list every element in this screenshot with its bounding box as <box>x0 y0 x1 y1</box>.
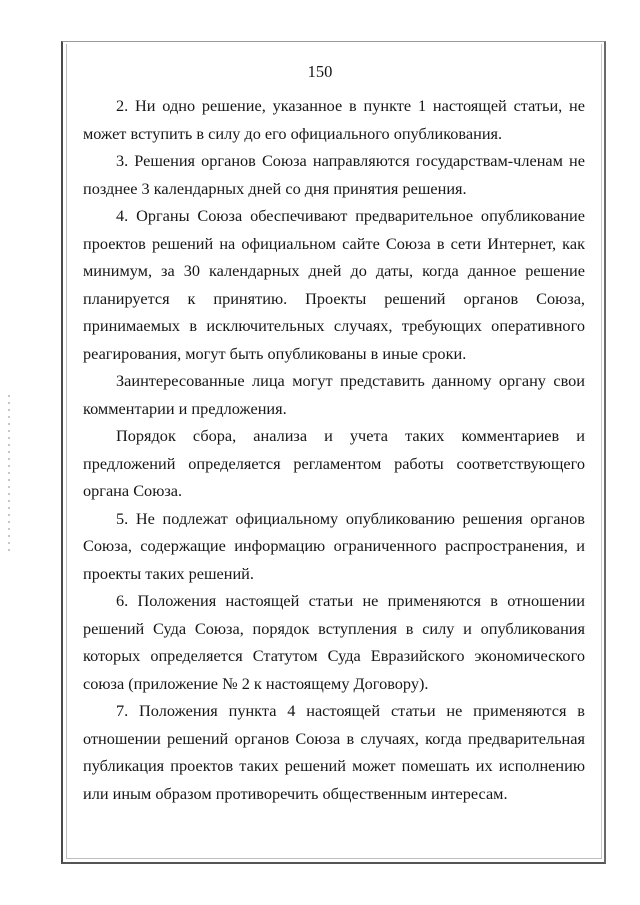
frame-inner-left-line <box>66 44 67 859</box>
paragraph-interested-parties: Заинтересованные лица могут представить данному органу свои комментарии и предложения. <box>83 371 585 418</box>
paragraph-clause-2: 2. Ни одно решение, указанное в пункте 1 настоящей статьи, не может вступить в силу до его официального опубликования. <box>83 96 585 143</box>
paragraph-comment-procedure: Порядок сбора, анализа и учета таких комментариев и предложений определяется регламентом работы соответствующего органа Союза. <box>83 426 585 500</box>
paragraph-clause-6: 6. Положения настоящей статьи не применяются в отношении решений Суда Союза, порядок вступления в силу и опубликования которых определяется Статутом Суда Евразийского экономического союза (приложение № 2 к настоящему Договору). <box>83 591 585 693</box>
binding-marks <box>8 395 10 555</box>
paragraph-clause-5: 5. Не подлежат официальному опубликованию решения органов Союза, содержащие информацию ограниченного распространения, и проекты таких решений. <box>83 508 585 583</box>
paragraph-clause-7: 7. Положения пункта 4 настоящей статьи не применяются в отношении решений органов Союза в случаях, когда предварительная публикация проектов таких решений может помешать их исполнению или иным образом противоречить общественным интересам. <box>83 701 585 803</box>
paragraph-clause-3: 3. Решения органов Союза направляются государствам-членам не позднее 3 календарных дней со дня принятия решения. <box>83 151 585 198</box>
frame-inner-right-line <box>601 44 602 859</box>
paragraph-clause-4: 4. Органы Союза обеспечивают предварительное опубликование проектов решений на официальном сайте Союза в сети Интернет, как минимум, за 30 календарных дней до даты, когда данное решение планируется к принятию. Проекты решений органов Союза, принимаемых в исключительных случаях, требующих оперативного реагирования, могут быть опубликованы в иные сроки. <box>83 206 585 363</box>
page-number: 150 <box>307 62 333 81</box>
frame-inner-bottom-line <box>66 858 602 859</box>
document-body <box>83 92 585 807</box>
